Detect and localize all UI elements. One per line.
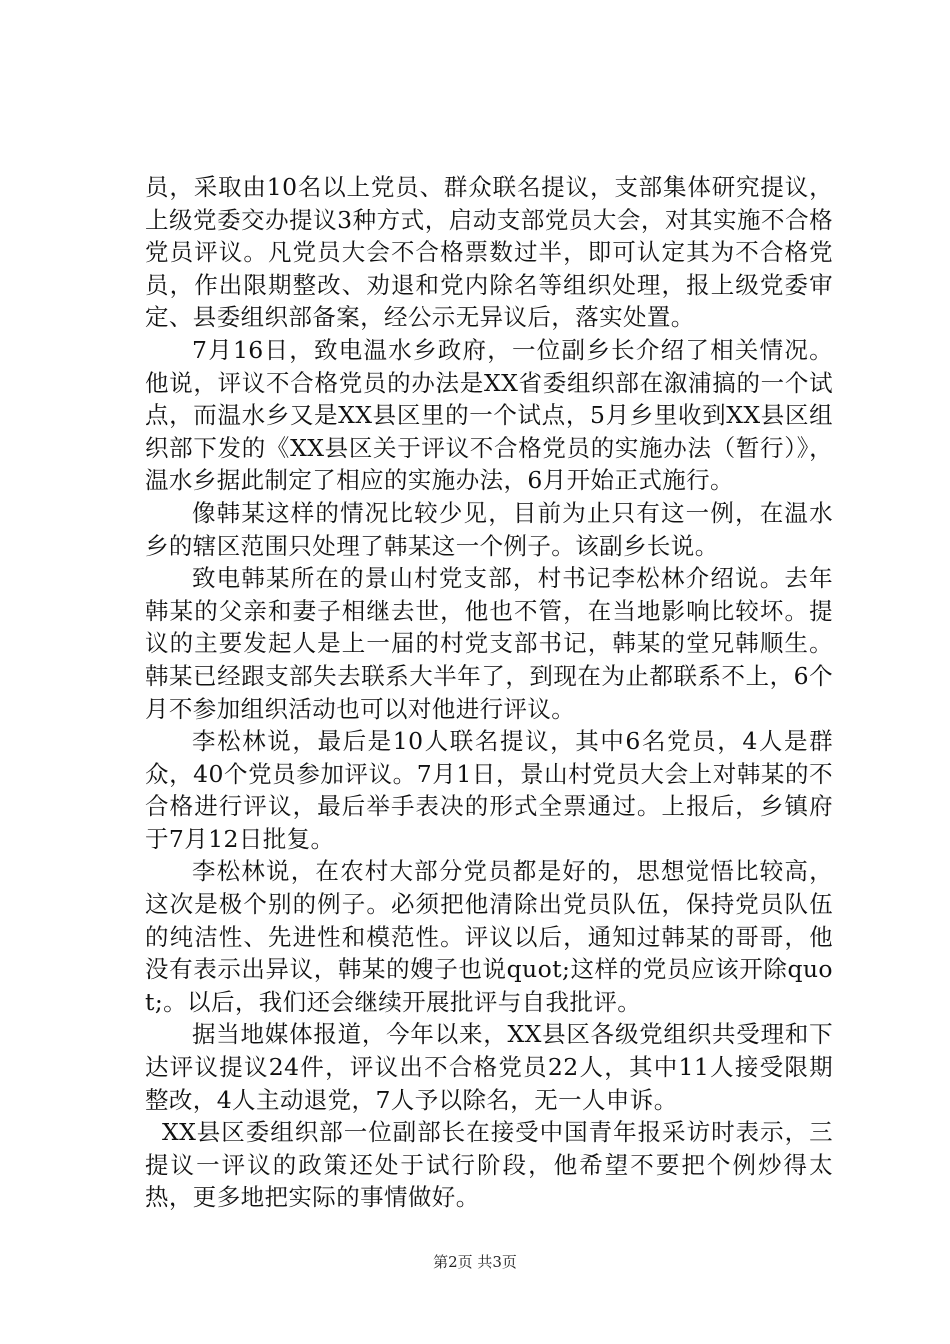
paragraph-7: 据当地媒体报道，今年以来，XX县区各级党组织共受理和下达评议提议24件，评议出不合格党员22人，其中11人接受限期整改，4人主动退党，7人予以除名，无一人申诉。 [145,1020,833,1114]
page-footer: 第2页 共3页 [433,1253,517,1271]
paragraph-5: 李松林说，最后是10人联名提议，其中6名党员，4人是群众，40个党员参加评议。7月1日，景山村党员大会上对韩某的不合格进行评议，最后举手表决的形式全票通过。上报后，乡镇府于7月12日批复。 [145,727,833,853]
paragraph-6: 李松林说，在农村大部分党员都是好的，思想觉悟比较高，这次是极个别的例子。必须把他清除出党员队伍，保持党员队伍的纯洁性、先进性和模范性。评议以后，通知过韩某的哥哥，他没有表示出异议，韩某的嫂子也说quot;这样的党员应该开除quot;。以后，我们还会继续开展批评与自我批评。 [145,857,833,1016]
paragraph-4: 致电韩某所在的景山村党支部，村书记李松林介绍说。去年韩某的父亲和妻子相继去世，他也不管，在当地影响比较坏。提议的主要发起人是上一届的村党支部书记，韩某的堂兄韩顺生。韩某已经跟支部失去联系大半年了，到现在为止都联系不上，6个月不参加组织活动也可以对他进行评议。 [145,564,833,723]
paragraph-8: XX县区委组织部一位副部长在接受中国青年报采访时表示，三提议一评议的政策还处于试行阶段，他希望不要把个例炒得太热，更多地把实际的事情做好。 [145,1118,833,1212]
paragraph-3: 像韩某这样的情况比较少见，目前为止只有这一例，在温水乡的辖区范围只处理了韩某这一个例子。该副乡长说。 [145,498,833,560]
paragraph-1: 员，采取由10名以上党员、群众联名提议，支部集体研究提议，上级党委交办提议3种方式，启动支部党员大会，对其实施不合格党员评议。凡党员大会不合格票数过半，即可认定其为不合格党员，作出限期整改、劝退和党内除名等组织处理，报上级党委审定、县委组织部备案，经公示无异议后，落实处置。 [145,173,833,332]
paragraph-2: 7月16日，致电温水乡政府，一位副乡长介绍了相关情况。他说，评议不合格党员的办法是XX省委组织部在溆浦搞的一个试点，而温水乡又是XX县区里的一个试点，5月乡里收到XX县区组织部下发的《XX县区关于评议不合格党员的实施办法（暂行）》，温水乡据此制定了相应的实施办法，6月开始正式施行。 [145,335,833,495]
document-body [145,171,833,1214]
